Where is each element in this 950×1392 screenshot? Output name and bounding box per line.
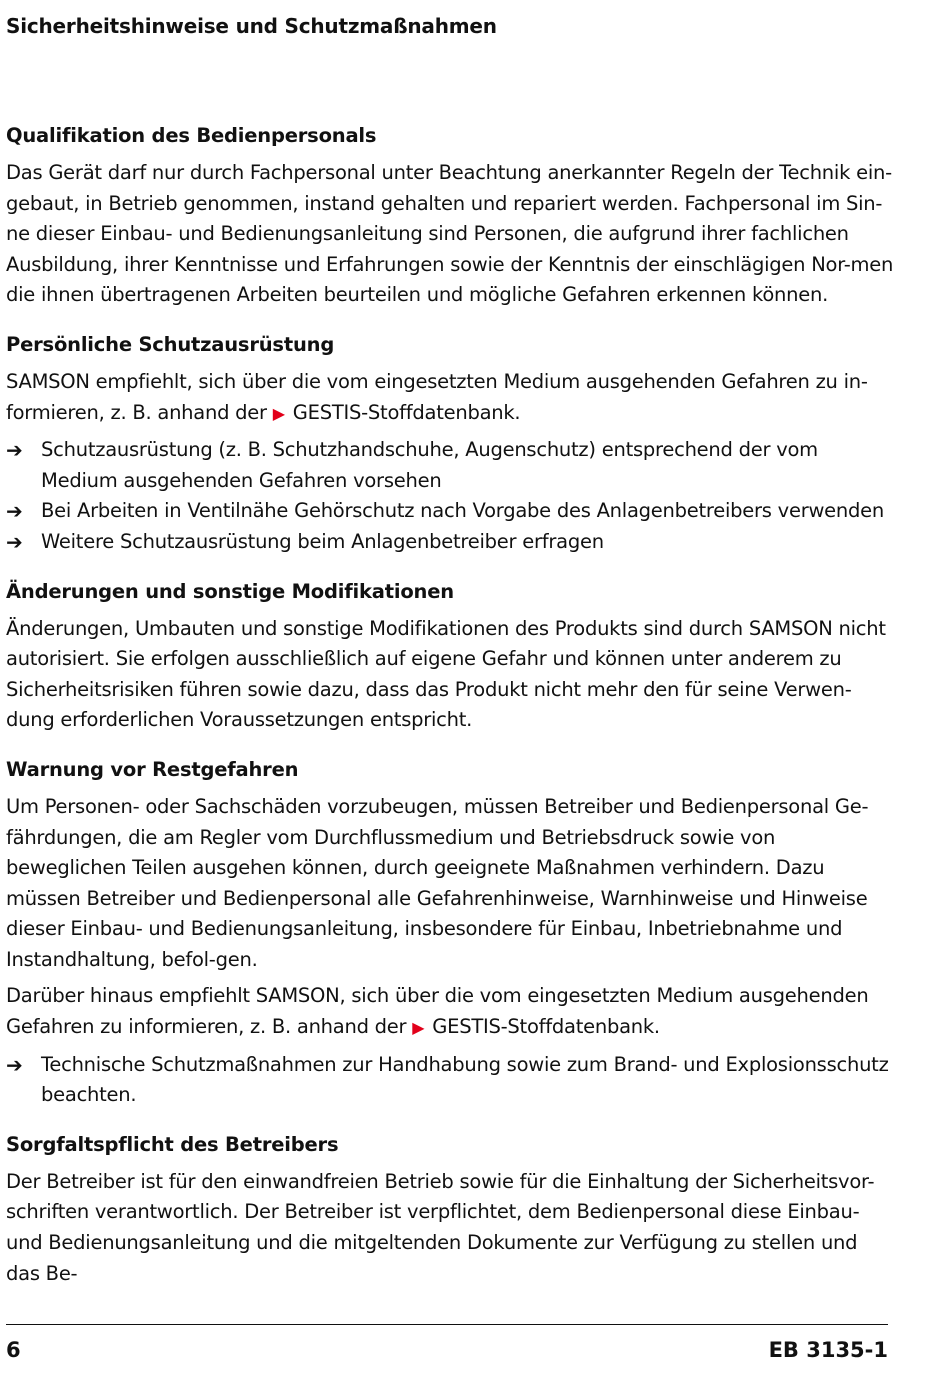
list-item — [6, 1050, 896, 1111]
section-protective-equipment — [6, 331, 896, 558]
section-operator-duty — [6, 1131, 896, 1289]
section-heading: Warnung vor Restgefahren — [6, 757, 299, 781]
document-body — [6, 122, 896, 1309]
section-heading: Änderungen und sonstige Modifikationen — [6, 579, 454, 603]
arrow-right-icon: ➔ — [6, 529, 23, 554]
list-item — [6, 435, 896, 496]
list-item-text: Technische Schutzmaßnahmen zur Handhabung sowie zum Brand- und Explosionsschutz beachten. — [41, 1052, 889, 1107]
paragraph: Um Personen- oder Sachschäden vorzubeugen, müssen Betreiber und Bedienpersonal Ge-fährdungen, die am Regler vom Durchflussmedium und Betriebsdruck sowie von beweglichen Teilen ausgehen können, durch geeignete Maßnahmen verhindern. Dazu müssen Betreiber und Bedienpersonal alle Gefahrenhinweise, Warnhinweise und Hinweise dieser Einbau- und Bedienungsanleitung, insbesondere für Einbau, Inbetriebnahme und Instandhaltung, befol-gen. — [6, 794, 869, 971]
section-qualification — [6, 122, 896, 311]
paragraph: Das Gerät darf nur durch Fachpersonal unter Beachtung anerkannter Regeln der Technik ein-gebaut, in Betrieb genommen, instand gehalten und repariert werden. Fachpersonal im Sin-ne dieser Einbau- und Bedienungsanleitung sind Personen, die aufgrund ihrer fachlichen Ausbildung, ihrer Kenntnisse und Erfahrungen sowie der Kenntnis der einschlägigen Nor-men die ihnen übertragenen Arbeiten beurteilen und mögliche Gefahren erkennen können. — [6, 161, 894, 307]
list-item-text: Weitere Schutzausrüstung beim Anlagenbetreiber erfragen — [41, 529, 604, 553]
paragraph-text: Darüber hinaus empfiehlt SAMSON, sich über die vom eingesetzten Medium ausgehenden Gefahren zu informieren, z. B. anhand der — [6, 984, 869, 1039]
list-item-text: Schutzausrüstung (z. B. Schutzhandschuhe, Augenschutz) entsprechend der vom Medium ausgehenden Gefahren vorsehen — [41, 438, 818, 492]
arrow-right-icon: ➔ — [6, 499, 23, 524]
list-item — [6, 527, 896, 558]
page-number: 6 — [6, 1338, 21, 1362]
bullet-list — [6, 435, 896, 557]
list-item-text: Bei Arbeiten in Ventilnähe Gehörschutz nach Vorgabe des Anlagenbetreibers verwenden — [41, 499, 885, 523]
section-modifications — [6, 578, 896, 736]
section-heading: Sorgfaltspflicht des Betreibers — [6, 1132, 339, 1156]
gestis-link[interactable]: GESTIS-Stoffdatenbank. — [292, 400, 521, 424]
page-header-title: Sicherheitshinweise und Schutzmaßnahmen — [6, 14, 497, 38]
paragraph — [6, 367, 896, 429]
section-heading: Qualifikation des Bedienpersonals — [6, 124, 377, 147]
arrow-right-icon: ➔ — [6, 438, 23, 463]
arrow-right-icon: ➔ — [6, 1052, 23, 1077]
gestis-link[interactable]: GESTIS-Stoffdatenbank. — [432, 1015, 660, 1039]
paragraph: Änderungen, Umbauten und sonstige Modifikationen des Produkts sind durch SAMSON nicht autorisiert. Sie erfolgen ausschließlich auf eigene Gefahr und können unter anderem zu Sicherheitsrisiken führen sowie dazu, dass das Produkt nicht mehr den für seine Verwen-dung erforderlichen Voraussetzungen entspricht. — [6, 616, 886, 732]
paragraph — [6, 981, 896, 1043]
document-code: EB 3135-1 — [768, 1338, 888, 1362]
bullet-list — [6, 1050, 896, 1111]
list-item — [6, 496, 896, 527]
section-heading: Persönliche Schutzausrüstung — [6, 332, 335, 356]
triangle-right-icon: ▶ — [272, 403, 285, 423]
section-residual-hazards — [6, 756, 896, 1111]
paragraph: Der Betreiber ist für den einwandfreien Betrieb sowie für die Einhaltung der Sicherheitsvor-schriften verantwortlich. Der Betreiber ist verpflichtet, dem Bedienpersonal diese Einbau- und Bedienungsanleitung und die mitgeltenden Dokumente zur Verfügung zu stellen und das Be- — [6, 1169, 875, 1285]
paragraph-text: SAMSON empfiehlt, sich über die vom eingesetzten Medium ausgehenden Gefahren zu in-formieren, z. B. anhand der — [6, 369, 868, 424]
footer-divider — [6, 1324, 888, 1325]
triangle-right-icon: ▶ — [412, 1018, 425, 1038]
